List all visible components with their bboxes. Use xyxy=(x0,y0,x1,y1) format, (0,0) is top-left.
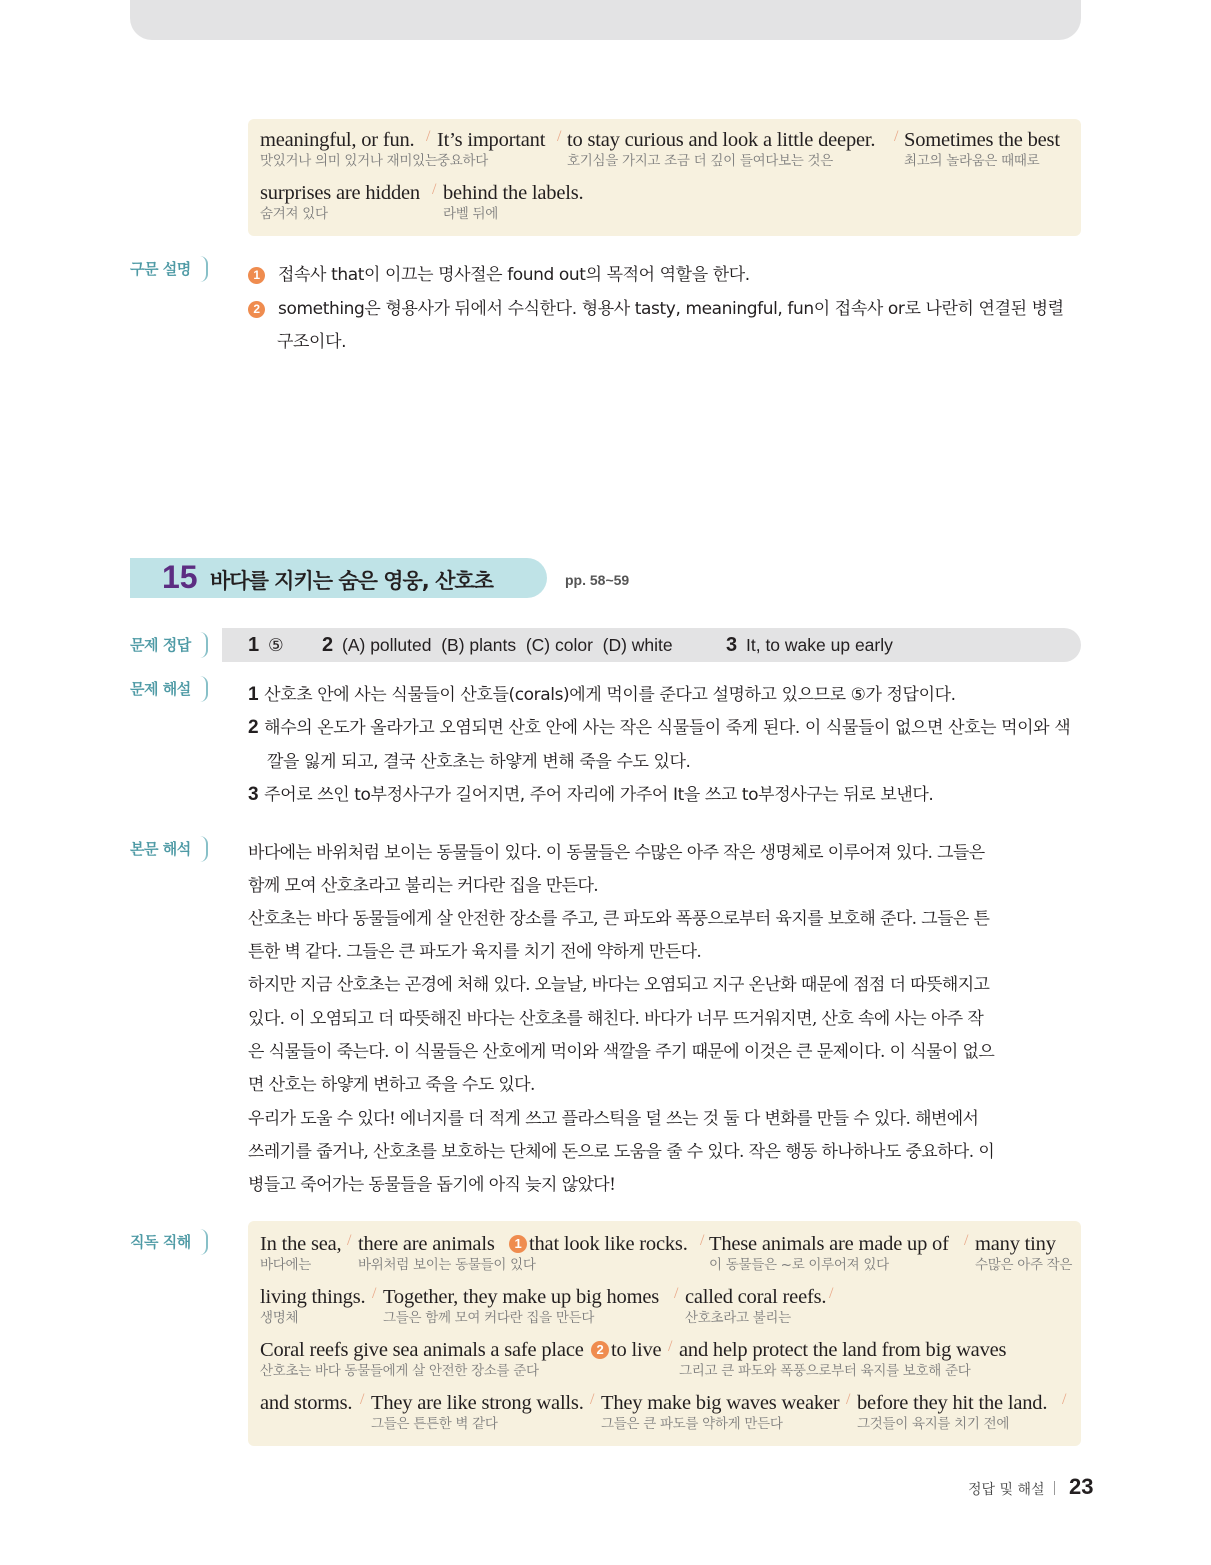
syntax-item: 2 something은 형용사가 뒤에서 수식한다. 형용사 tasty, meaningful, fun이 접속사 or로 나란히 연결된 병렬 xyxy=(248,298,1064,320)
translation-line: 있다. 이 오염되고 더 따뜻해진 바다는 산호초를 해친다. 바다가 너무 뜨거워지면, 산호 속에 사는 아주 작 xyxy=(248,1009,984,1029)
answers-label: 문제 정답 xyxy=(130,632,208,658)
chunk-slash: / xyxy=(964,1232,969,1249)
chunk-segment: and storms. xyxy=(260,1392,353,1414)
marker-one-icon: 1 xyxy=(248,267,265,284)
translation-line: 산호초는 바다 동물들에게 살 안전한 장소를 주고, 큰 파도와 폭풍으로부터 육지를 보호해 준다. 그들은 튼 xyxy=(248,909,990,929)
translation-line: 우리가 도울 수 있다! 에너지를 더 적게 쓰고 플라스틱을 덜 쓰는 것 둘 다 변화를 만들 수 있다. 해변에서 xyxy=(248,1109,979,1129)
chunk-segment: It’s important 중요하다 xyxy=(437,129,546,169)
footer-divider xyxy=(1054,1481,1055,1495)
footer-label: 정답 및 해설 xyxy=(968,1482,1045,1498)
chunk-segment: In the sea, 바다에는 xyxy=(260,1233,342,1273)
chunk-slash: / xyxy=(700,1232,705,1249)
syntax-item: 1 접속사 that이 이끄는 명사절은 found out의 목적어 역할을 한다. xyxy=(248,264,750,286)
chunk-slash: / xyxy=(360,1391,365,1408)
chunk-segment: 2 to live xyxy=(590,1338,661,1362)
translation-line: 함께 모여 산호초라고 불리는 커다란 집을 만든다. xyxy=(248,876,599,896)
chunk-slash: / xyxy=(347,1232,352,1249)
chunk-segment: These animals are made up of 이 동물들은 ~로 이루어져 있다 xyxy=(709,1233,949,1273)
translation-line: 하지만 지금 산호초는 곤경에 처해 있다. 오늘날, 바다는 오염되고 지구 온난화 때문에 점점 더 따뜻해지고 xyxy=(248,975,990,995)
top-header-bar xyxy=(130,0,1081,40)
chunk-segment: surprises are hidden 숨겨져 있다 xyxy=(260,182,420,222)
answer-bar xyxy=(222,628,1081,662)
chunk-segment: 1 that look like rocks. xyxy=(508,1232,688,1256)
chunk-segment: Together, they make up big homes 그들은 함께 모여 커다란 집을 만든다 xyxy=(383,1286,659,1326)
translation-line: 쓰레기를 줍거나, 산호초를 보호하는 단체에 돈으로 도움을 줄 수 있다. 작은 행동 하나하나도 중요하다. 이 xyxy=(248,1142,995,1162)
chunk-slash: / xyxy=(846,1391,851,1408)
explanation-label: 문제 해설 xyxy=(130,676,208,702)
chunk-segment: many tiny 수많은 아주 작은 xyxy=(975,1233,1073,1273)
chunk-segment: They make big waves weaker 그들은 큰 파도를 약하게 만든다 xyxy=(601,1392,840,1432)
chunk-slash: / xyxy=(894,128,899,145)
chunk-slash: / xyxy=(1062,1391,1067,1408)
marker-one-icon: 1 xyxy=(509,1235,527,1253)
marker-two-icon: 2 xyxy=(591,1341,609,1359)
chunk-segment: They are like strong walls. 그들은 튼튼한 벽 같다 xyxy=(371,1392,584,1432)
section-banner xyxy=(130,558,547,598)
section-title: 바다를 지키는 숨은 영웅, 산호초 xyxy=(210,569,493,593)
explanation-item: 2 해수의 온도가 올라가고 오염되면 산호 안에 사는 작은 식물들이 죽게 된다. 이 식물들이 없으면 산호는 먹이와 색 xyxy=(248,717,1071,738)
chunk-segment: before they hit the land. 그것들이 육지를 치기 전에 xyxy=(857,1392,1048,1432)
page-number: 23 xyxy=(1069,1474,1094,1499)
chunk-segment: Coral reefs give sea animals a safe place 산호초는 바다 동물들에게 살 안전한 장소를 준다 xyxy=(260,1339,584,1379)
explanation-item: 1 산호초 안에 사는 식물들이 산호들(corals)에게 먹이를 준다고 설명하고 있으므로 ⑤가 정답이다. xyxy=(248,684,956,705)
chunk-segment: there are animals 바위처럼 보이는 동물들이 있다 xyxy=(358,1233,536,1273)
chunk-segment: meaningful, or fun. 맛있거나 의미 있거나 재미있는 xyxy=(260,129,438,169)
page-reference: pp. 58~59 xyxy=(565,572,630,588)
translation-line: 바다에는 바위처럼 보이는 동물들이 있다. 이 동물들은 수많은 아주 작은 생명체로 이루어져 있다. 그들은 xyxy=(248,843,985,863)
chunk-slash: / xyxy=(432,181,437,198)
answer-1: 1 ⑤ xyxy=(248,634,284,656)
translation-line: 튼한 벽 같다. 그들은 큰 파도가 육지를 치기 전에 약하게 만든다. xyxy=(248,942,702,962)
translation-label: 본문 해석 xyxy=(130,836,208,862)
chunk-segment: to stay curious and look a little deeper. 호기심을 가지고 조금 더 깊이 들여다보는 것은 xyxy=(567,129,876,169)
direct-reading-label: 직독 직해 xyxy=(130,1229,208,1255)
chunk-segment: Sometimes the best 최고의 놀라움은 때때로 xyxy=(904,129,1060,169)
top-chunk-box xyxy=(248,119,1081,236)
chunk-segment: and help protect the land from big waves 그리고 큰 파도와 폭풍으로부터 육지를 보호해 준다 xyxy=(679,1339,1007,1379)
explanation-item: 3 주어로 쓰인 to부정사구가 길어지면, 주어 자리에 가주어 It을 쓰고 to부정사구는 뒤로 보낸다. xyxy=(248,784,934,805)
chunk-slash: / xyxy=(668,1338,673,1355)
chunk-segment: behind the labels. 라벨 뒤에 xyxy=(443,182,584,222)
chunk-segment: living things. 생명체 xyxy=(260,1286,366,1326)
syntax-item-continued: 구조이다. xyxy=(277,332,347,352)
chunk-slash: / xyxy=(674,1285,679,1302)
translation-line: 병들고 죽어가는 동물들을 돕기에 아직 늦지 않았다! xyxy=(248,1175,616,1195)
chunk-slash: / xyxy=(557,128,562,145)
direct-reading-box xyxy=(248,1221,1081,1446)
answer-3: 3 It, to wake up early xyxy=(726,634,893,656)
answer-2: 2 (A) polluted (B) plants (C) color (D) white xyxy=(322,634,673,656)
chunk-slash: / xyxy=(426,128,431,145)
chunk-slash: / xyxy=(829,1285,834,1302)
marker-two-icon: 2 xyxy=(248,301,265,318)
explanation-item-continued: 깔을 잃게 되고, 결국 산호초는 하얗게 변해 죽을 수도 있다. xyxy=(267,752,691,772)
syntax-label: 구문 설명 xyxy=(130,256,208,282)
translation-line: 은 식물들이 죽는다. 이 식물들은 산호에게 먹이와 색깔을 주기 때문에 이것은 큰 문제이다. 이 식물이 없으 xyxy=(248,1042,995,1062)
chunk-slash: / xyxy=(372,1285,377,1302)
chunk-slash: / xyxy=(590,1391,595,1408)
chunk-segment: called coral reefs. 산호초라고 불리는 xyxy=(685,1286,827,1326)
section-number: 15 xyxy=(162,559,198,595)
translation-line: 면 산호는 하얗게 변하고 죽을 수도 있다. xyxy=(248,1075,535,1095)
